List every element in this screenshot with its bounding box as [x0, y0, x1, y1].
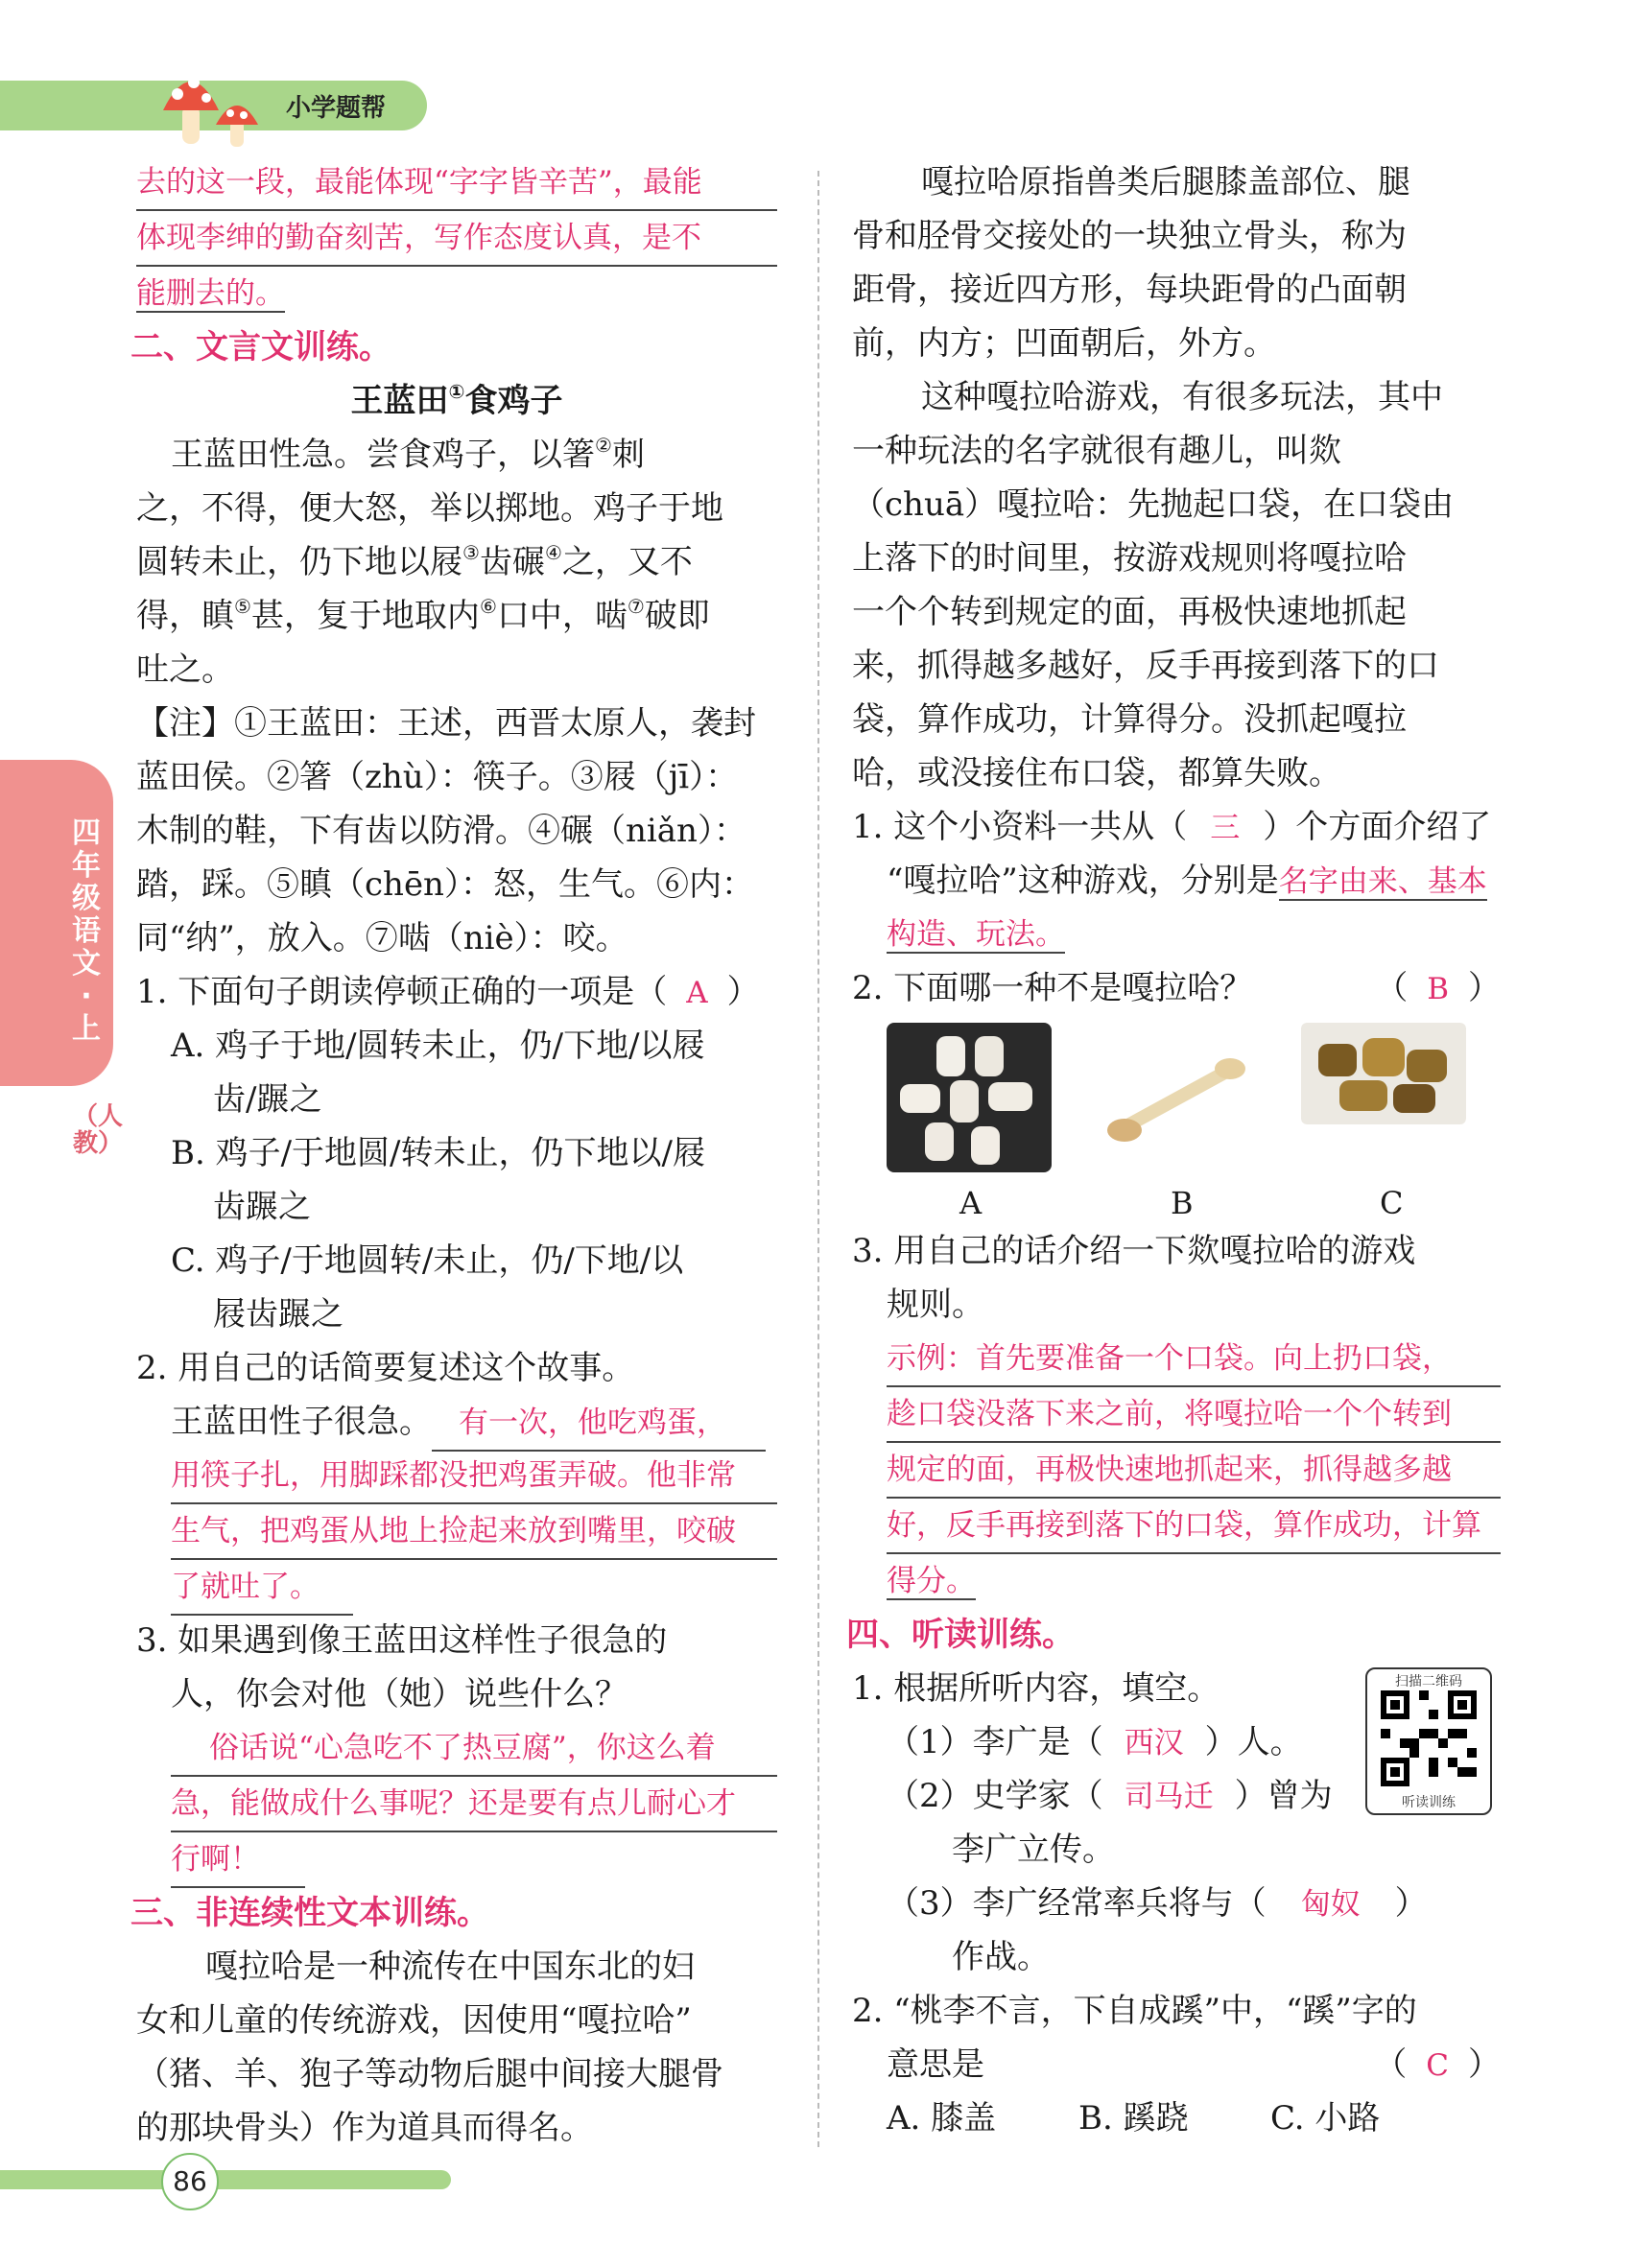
last-question-cont: 意思是 （ C ）	[887, 2045, 1501, 2084]
mushroom-logo-icon	[163, 58, 278, 154]
column-divider	[817, 171, 819, 2147]
q1-option-c: C. 鸡子/于地圆转/未止，仍/下地/以	[171, 1241, 684, 1280]
q1-option-b: B. 鸡子/于地圆/转未止，仍下地以/屐	[171, 1134, 705, 1172]
para2-line: 一个个转到规定的面，再极快速地抓起	[852, 593, 1407, 631]
notes-line: 同“纳”，放入。⑦啮（niè）：咬。	[136, 919, 628, 957]
para1-line: 距骨，接近四方形，每块距骨的凸面朝	[852, 271, 1407, 309]
q1-option-b-cont: 齿蹍之	[213, 1188, 311, 1226]
q1-option-c-cont: 屐齿蹍之	[213, 1295, 343, 1334]
notes-line: 蓝田侯。②箸（zhù）：筷子。③屐（jī）：	[136, 758, 739, 796]
footer-bar	[0, 2170, 451, 2189]
image-c-caption: C	[1380, 1185, 1404, 1221]
story-line: 王蓝田性急。尝食鸡子，以箸②刺	[171, 434, 645, 474]
image-c-bone-pieces	[1301, 1023, 1466, 1124]
listen-item-1: （1）李广是（ 西汉 ）人。	[887, 1723, 1303, 1761]
para2-line: （chuā）嘎拉哈：先抛起口袋，在口袋由	[852, 485, 1455, 524]
q2-answer-line: 用筷子扎，用脚踩都没把鸡蛋弄破。他非常	[171, 1449, 777, 1504]
listen-item-3-cont: 作战。	[952, 1938, 1050, 1976]
question-2: 2. 用自己的话简要复述这个故事。	[136, 1349, 635, 1387]
question-1: 1. 下面句子朗读停顿正确的一项是（ A ）	[136, 973, 760, 1011]
section-2-title: 二、文言文训练。	[130, 328, 391, 366]
prev-answer-line: 去的这一段，最能体现“字字皆辛苦”，最能	[136, 155, 777, 211]
last-question: 2. “桃李不言，下自成蹊”中，“蹊”字的	[852, 1992, 1417, 2030]
qr-top-label: 扫描二维码	[1395, 1674, 1462, 1689]
listen-item-2-cont: 李广立传。	[952, 1831, 1115, 1869]
rq3-answer-line: 示例：首先要准备一个口袋。向上扔口袋，	[887, 1332, 1501, 1387]
right-column	[846, 155, 1501, 2145]
para1-line: 嘎拉哈原指兽类后腿膝盖部位、腿	[921, 163, 1410, 201]
image-a-knuckle-bones	[887, 1023, 1052, 1172]
q2-answer-line: 了就吐了。	[136, 1560, 777, 1614]
rq3-answer-line: 趁口袋没落下来之前，将嘎拉哈一个个转到	[887, 1387, 1501, 1443]
section-3-title: 三、非连续性文本训练。	[130, 1894, 489, 1932]
para2-line: 来，抓得越多越好，反手再接到落下的口	[852, 647, 1439, 685]
prev-answer-line: 体现李绅的勤奋刻苦，写作态度认真，是不	[136, 211, 777, 267]
para2-line: 哈，或没接住布口袋，都算失败。	[852, 754, 1341, 792]
right-question-2: 2. 下面哪一种不是嘎拉哈？ （ B ）	[852, 969, 1501, 1007]
story-line: 得，瞋⑤甚，复于地取内⑥口中，啮⑦破即	[136, 595, 710, 635]
section-4-title: 四、听读训练。	[846, 1616, 1075, 1654]
side-grade-label: 四年级语文·上	[72, 816, 101, 1046]
q2-answer-line: 王蓝田性子很急。 有一次，他吃鸡蛋，	[136, 1395, 777, 1449]
right-question-1: 1. 这个小资料一共从（ 三 ）个方面介绍了	[852, 808, 1492, 846]
listen-question-1: 1. 根据所听内容，填空。	[852, 1669, 1220, 1708]
bone-image-row	[852, 1015, 1501, 1221]
right-question-3-cont: 规则。	[887, 1286, 984, 1324]
last-question-options: A. 膝盖 B. 蹊跷 C. 小路	[887, 2099, 1381, 2138]
notes-line: 【注】①王蓝田：王述，西晋太原人，袭封	[136, 704, 756, 743]
story-line: 圆转未止，仍下地以屐③齿碾④之，又不	[136, 541, 693, 581]
para2-line: 上落下的时间里，按游戏规则将嘎拉哈	[852, 539, 1407, 578]
para1-line: 骨和胫骨交接处的一块独立骨头，称为	[852, 217, 1407, 255]
right-question-1-answer: 构造、玩法。	[887, 917, 1065, 952]
section-3-line: 的那块骨头）作为道具而得名。	[136, 2109, 593, 2147]
story-title: 王蓝田①食鸡子	[350, 380, 563, 420]
right-question-1-cont: “嘎拉哈”这种游戏，分别是名字由来、基本	[887, 862, 1487, 900]
image-b-caption: B	[1171, 1185, 1194, 1221]
section-3-line: 女和儿童的传统游戏，因使用“嘎拉哈”	[136, 2001, 692, 2040]
listen-item-3: （3）李广经常率兵将与（ 匈奴 ）	[887, 1884, 1428, 1923]
image-a-caption: A	[959, 1185, 983, 1221]
story-line: 吐之。	[136, 650, 234, 689]
para2-line: 这种嘎拉哈游戏，有很多玩法，其中	[921, 378, 1443, 416]
left-column	[130, 155, 777, 2155]
q1-option-a-cont: 齿/蹍之	[213, 1080, 322, 1119]
q1-option-a: A. 鸡子于地/圆转未止，仍/下地/以屐	[171, 1027, 705, 1065]
qr-code-icon	[1381, 1690, 1477, 1786]
q2-answer-line: 生气，把鸡蛋从地上捡起来放到嘴里，咬破	[171, 1504, 777, 1560]
qr-code-box[interactable]	[1365, 1667, 1492, 1815]
page-number: 86	[161, 2153, 219, 2210]
prev-answer-line: 能删去的。	[136, 276, 285, 311]
rq3-answer-line: 得分。	[887, 1564, 976, 1598]
q3-answer-line: 行啊！	[136, 1832, 777, 1886]
image-b-long-bone	[1103, 1023, 1257, 1172]
question-3-cont: 人，你会对他（她）说些什么？	[171, 1675, 628, 1713]
para2-line: 一种玩法的名字就很有趣儿，叫欻	[852, 432, 1341, 470]
story-line: 之，不得，便大怒，举以掷地。鸡子于地	[136, 489, 723, 528]
q3-answer-line: 急，能做成什么事呢？还是要有点儿耐心才	[171, 1777, 777, 1832]
rq3-answer-line: 规定的面，再极快速地抓起来，抓得越多越	[887, 1443, 1501, 1499]
listen-item-2: （2）史学家（ 司马迁 ）曾为	[887, 1777, 1333, 1815]
para1-line: 前，内方；凹面朝后，外方。	[852, 324, 1276, 363]
section-3-line: （猪、羊、狍子等动物后腿中间接大腿骨	[136, 2055, 723, 2093]
side-edition-label: （人教）	[73, 1102, 124, 1158]
section-3-line: 嘎拉哈是一种流传在中国东北的妇	[205, 1948, 695, 1986]
para2-line: 袋，算作成功，计算得分。没抓起嘎拉	[852, 700, 1407, 739]
question-3: 3. 如果遇到像王蓝田这样性子很急的	[136, 1621, 668, 1660]
q3-answer-line: 俗话说“心急吃不了热豆腐”，你这么着	[171, 1721, 777, 1777]
notes-line: 木制的鞋，下有齿以防滑。④碾（niǎn）：	[136, 812, 746, 850]
header-title: 小学题帮	[286, 94, 387, 123]
notes-line: 踏，踩。⑤瞋（chēn）：怒，生气。⑥内：	[136, 865, 754, 904]
qr-bottom-label: 听读训练	[1402, 1795, 1456, 1810]
right-question-3: 3. 用自己的话介绍一下欻嘎拉哈的游戏	[852, 1232, 1416, 1270]
rq3-answer-line: 好，反手再接到落下的口袋，算作成功，计算	[887, 1499, 1501, 1554]
